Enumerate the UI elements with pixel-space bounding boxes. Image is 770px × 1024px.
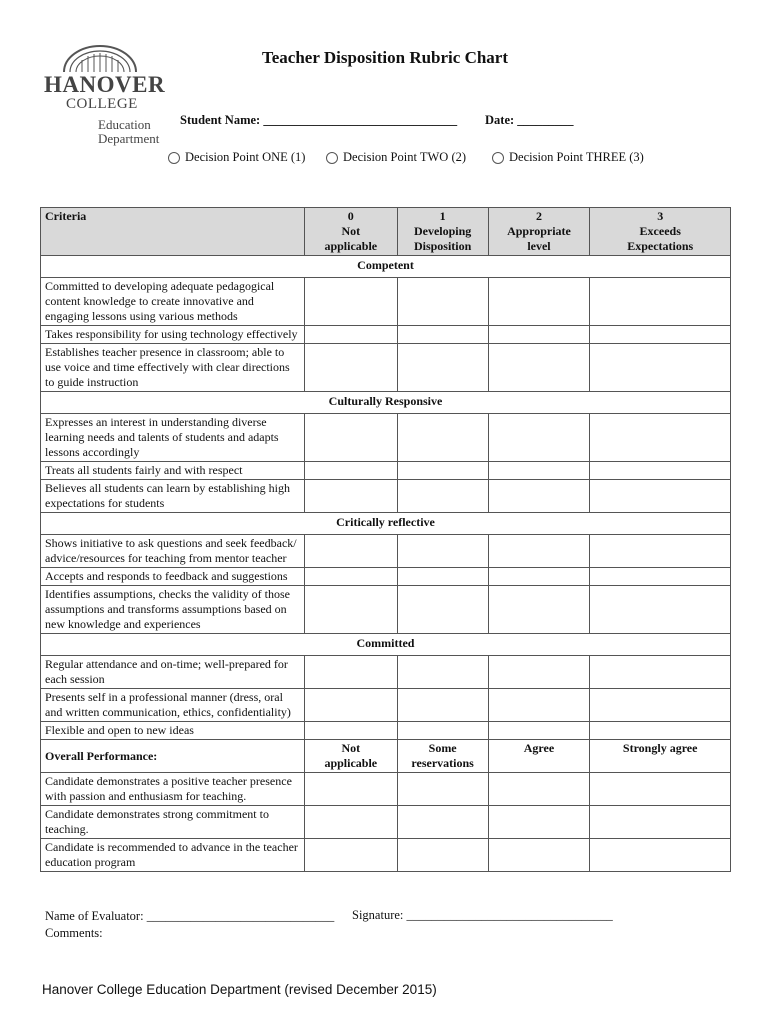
criterion-text: Regular attendance and on-time; well-prepared for each session	[41, 656, 305, 689]
rating-cell[interactable]	[304, 773, 397, 806]
table-row	[41, 344, 731, 392]
header-label: applicable	[324, 239, 378, 253]
table-row	[41, 568, 731, 586]
table-row	[41, 326, 731, 344]
criterion-text: Shows initiative to ask questions and seek feedback/ advice/resources for teaching from mentor teacher	[41, 535, 305, 568]
logo-department	[98, 118, 159, 146]
overall-col-label: Not	[341, 741, 361, 755]
table-row	[41, 689, 731, 722]
rating-cell[interactable]	[590, 773, 731, 806]
radio-icon[interactable]	[168, 152, 180, 164]
header-score: 0	[347, 209, 354, 223]
rating-cell[interactable]	[397, 344, 488, 392]
criterion-text: Treats all students fairly and with respect	[41, 462, 305, 480]
rating-cell[interactable]	[304, 278, 397, 326]
section-row-culturally-responsive	[41, 392, 731, 414]
overall-header-row	[41, 740, 731, 773]
criterion-text: Takes responsibility for using technology effectively	[41, 326, 305, 344]
rating-cell[interactable]	[397, 806, 488, 839]
signature-field[interactable]: Signature: _________________________________	[352, 908, 613, 922]
criterion-text: Accepts and responds to feedback and suggestions	[41, 568, 305, 586]
rating-cell[interactable]	[304, 344, 397, 392]
header-score: 1	[439, 209, 446, 223]
overall-col-0	[304, 740, 397, 773]
logo-dept-line2: Department	[98, 131, 160, 146]
header-col-2	[488, 208, 590, 256]
comments-label: Comments:	[45, 926, 103, 940]
decision-point-three[interactable]	[492, 150, 644, 165]
rating-cell[interactable]	[488, 278, 590, 326]
logo-college: COLLEGE	[66, 96, 138, 112]
table-row	[41, 656, 731, 689]
rating-cell[interactable]	[590, 689, 731, 722]
rating-cell[interactable]	[397, 278, 488, 326]
rating-cell[interactable]	[590, 414, 731, 462]
table-row	[41, 462, 731, 480]
overall-col-label: Some	[428, 741, 457, 755]
rating-cell[interactable]	[397, 773, 488, 806]
rating-cell[interactable]	[590, 535, 731, 568]
header-col-0	[304, 208, 397, 256]
rating-cell[interactable]	[304, 568, 397, 586]
rating-cell[interactable]	[590, 656, 731, 689]
rating-cell[interactable]	[488, 586, 590, 634]
header-score: 2	[535, 209, 542, 223]
rating-cell[interactable]	[304, 462, 397, 480]
overall-criterion: Candidate demonstrates a positive teacher presence with passion and enthusiasm for teaching.	[41, 773, 305, 806]
rating-cell[interactable]	[304, 586, 397, 634]
criterion-text: Flexible and open to new ideas	[41, 722, 305, 740]
rating-cell[interactable]	[304, 656, 397, 689]
rating-cell[interactable]	[397, 656, 488, 689]
rating-cell[interactable]	[397, 689, 488, 722]
decision-point-label: Decision Point TWO (2)	[343, 150, 467, 164]
decision-point-two[interactable]	[326, 150, 466, 165]
section-title: Culturally Responsive	[41, 392, 731, 414]
criterion-text: Committed to developing adequate pedagogical content knowledge to create innovative and engaging lessons using various methods	[41, 278, 305, 326]
table-header-row	[41, 208, 731, 256]
logo-dept-line1: Education	[98, 117, 151, 132]
rating-cell[interactable]	[397, 326, 488, 344]
date-field[interactable]: Date: _________	[485, 113, 574, 127]
overall-col-label: applicable	[324, 756, 378, 770]
evaluator-name-field[interactable]: Name of Evaluator: ______________________________	[45, 909, 335, 923]
rating-cell[interactable]	[488, 689, 590, 722]
rating-cell[interactable]	[590, 839, 731, 872]
overall-col-label: reservations	[411, 756, 474, 770]
rating-cell[interactable]	[488, 773, 590, 806]
rating-cell[interactable]	[397, 839, 488, 872]
decision-point-label: Decision Point ONE (1)	[185, 150, 306, 164]
rating-cell[interactable]	[590, 806, 731, 839]
header-col-3	[590, 208, 731, 256]
rating-cell[interactable]	[304, 839, 397, 872]
rating-cell[interactable]	[488, 535, 590, 568]
rating-cell[interactable]	[488, 326, 590, 344]
evaluator-block	[45, 908, 334, 942]
criterion-text: Believes all students can learn by establishing high expectations for students	[41, 480, 305, 513]
rating-cell[interactable]	[304, 722, 397, 740]
rating-cell[interactable]	[590, 278, 731, 326]
header-score: 3	[657, 209, 664, 223]
rating-cell[interactable]	[590, 722, 731, 740]
overall-col-1	[397, 740, 488, 773]
section-row-committed	[41, 634, 731, 656]
rating-cell[interactable]	[397, 568, 488, 586]
decision-point-one[interactable]	[168, 150, 305, 165]
rating-cell[interactable]	[397, 586, 488, 634]
section-row-critically-reflective	[41, 513, 731, 535]
header-label: Developing	[413, 224, 472, 238]
logo-name: HANOVER	[44, 72, 166, 97]
rating-cell[interactable]	[590, 480, 731, 513]
overall-criterion: Candidate demonstrates strong commitment to teaching.	[41, 806, 305, 839]
section-title: Competent	[41, 256, 731, 278]
rating-cell[interactable]	[488, 806, 590, 839]
header-label: Not	[341, 224, 361, 238]
rating-cell[interactable]	[397, 535, 488, 568]
rating-cell[interactable]	[304, 806, 397, 839]
overall-col-3: Strongly agree	[590, 740, 731, 773]
criterion-text: Expresses an interest in understanding diverse learning needs and talents of students and adapts lessons accordingly	[41, 414, 305, 462]
rating-cell[interactable]	[488, 568, 590, 586]
rating-cell[interactable]	[397, 480, 488, 513]
criterion-text: Identifies assumptions, checks the validity of those assumptions and transforms assumptions based on new knowledge and experiences	[41, 586, 305, 634]
criterion-text: Presents self in a professional manner (dress, oral and written communication, ethics, confidentiality)	[41, 689, 305, 722]
rating-cell[interactable]	[304, 414, 397, 462]
rating-cell[interactable]	[488, 656, 590, 689]
rating-cell[interactable]	[304, 689, 397, 722]
radio-icon[interactable]	[326, 152, 338, 164]
rating-cell[interactable]	[488, 722, 590, 740]
criteria-header: Criteria	[41, 208, 305, 256]
header-col-1	[397, 208, 488, 256]
rating-cell[interactable]	[590, 462, 731, 480]
rating-cell[interactable]	[397, 414, 488, 462]
rating-cell[interactable]	[304, 326, 397, 344]
table-row	[41, 722, 731, 740]
overall-criterion: Candidate is recommended to advance in the teacher education program	[41, 839, 305, 872]
rating-cell[interactable]	[590, 344, 731, 392]
table-row	[41, 586, 731, 634]
rating-cell[interactable]	[304, 480, 397, 513]
rating-cell[interactable]	[590, 568, 731, 586]
student-name-field[interactable]: Student Name: _______________________________	[180, 113, 458, 127]
radio-icon[interactable]	[492, 152, 504, 164]
header-label: Exceeds	[639, 224, 681, 238]
rating-cell[interactable]	[488, 344, 590, 392]
table-row	[41, 773, 731, 806]
rating-cell[interactable]	[397, 722, 488, 740]
rating-cell[interactable]	[590, 326, 731, 344]
criterion-text: Establishes teacher presence in classroom; able to use voice and time effectively with clear directions to guide instruction	[41, 344, 305, 392]
table-row	[41, 278, 731, 326]
rating-cell[interactable]	[397, 462, 488, 480]
header-label: Expectations	[627, 239, 694, 253]
table-row	[41, 535, 731, 568]
header-label: Appropriate	[507, 224, 571, 238]
rating-cell[interactable]	[488, 480, 590, 513]
page-footer: Hanover College Education Department (revised December 2015)	[42, 982, 437, 997]
rating-cell[interactable]	[488, 839, 590, 872]
table-row	[41, 414, 731, 462]
table-row	[41, 839, 731, 872]
rating-cell[interactable]	[304, 535, 397, 568]
decision-point-label: Decision Point THREE (3)	[509, 150, 644, 164]
page-title: Teacher Disposition Rubric Chart	[261, 48, 509, 67]
rubric-table	[40, 207, 731, 872]
section-row-competent	[41, 256, 731, 278]
overall-label: Overall Performance:	[41, 740, 305, 773]
rating-cell[interactable]	[590, 586, 731, 634]
table-row	[41, 806, 731, 839]
header-label: Disposition	[413, 239, 472, 253]
rating-cell[interactable]	[488, 462, 590, 480]
header-label: level	[527, 239, 551, 253]
overall-col-2: Agree	[488, 740, 590, 773]
table-row	[41, 480, 731, 513]
rating-cell[interactable]	[488, 414, 590, 462]
section-title: Committed	[41, 634, 731, 656]
section-title: Critically reflective	[41, 513, 731, 535]
